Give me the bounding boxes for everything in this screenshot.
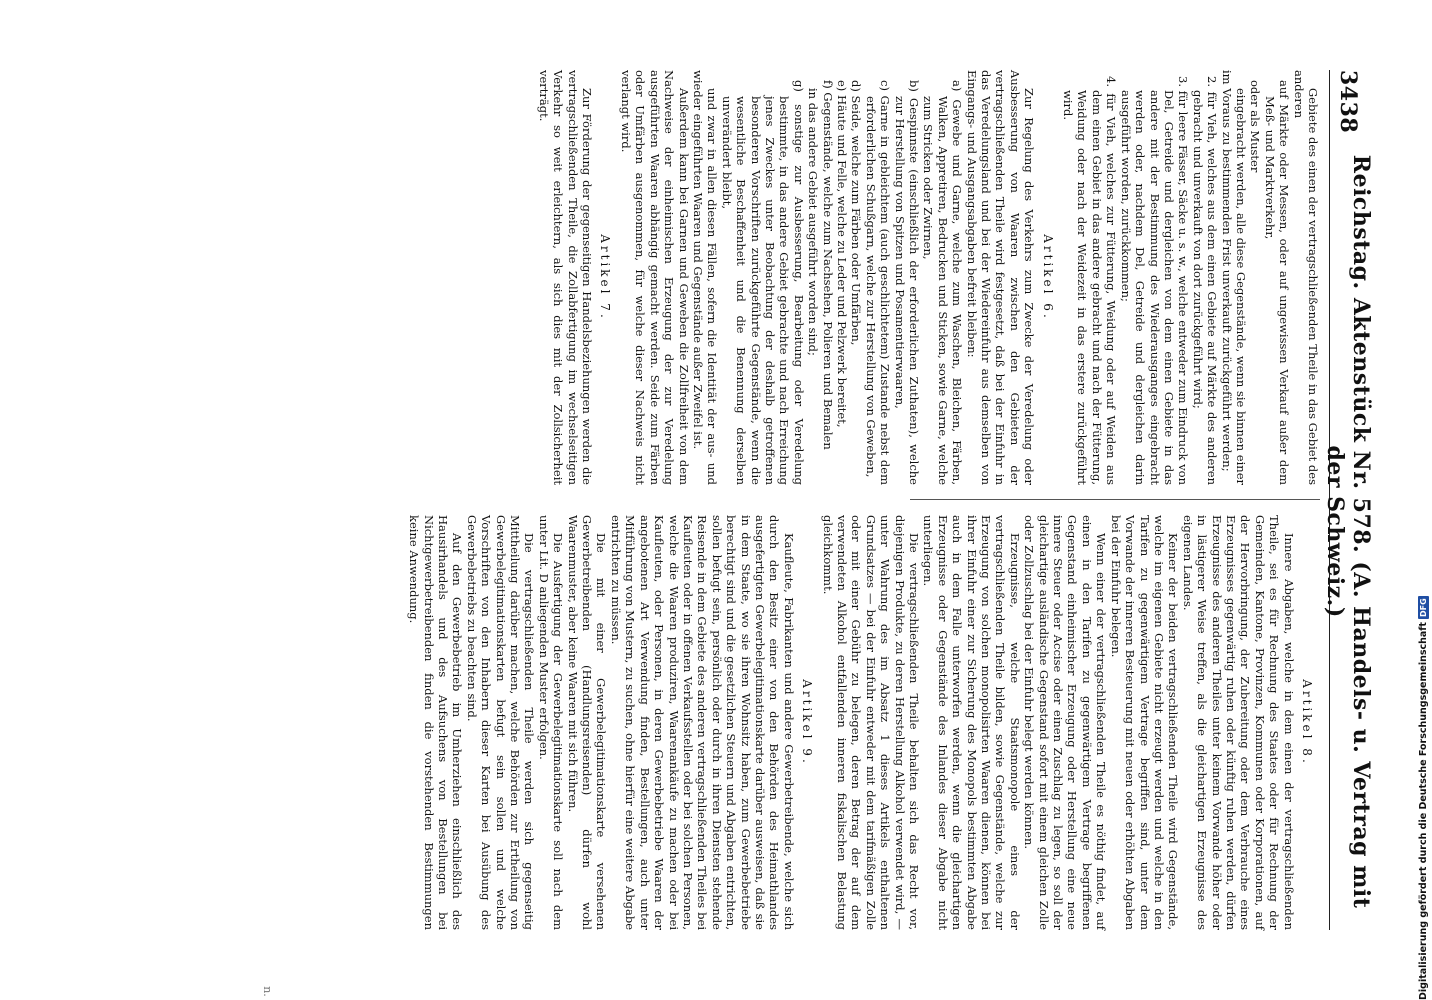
right-paragraph: Kaufleute, Fabrikanten und andere Gewerbetreibende, welche sich durch den Besitz einer von den Behörden des Heimathlandes ausgefertigten Gewerbelegitimationskarte darüber ausweisen, daß sie in dem Staate, wo sie ihren Wohnsitz haben, zum Gewerbebetriebe berechtigt sind und die gesetzlichen Steuern und Abgaben entrichten, sollen befugt sein, persönlich oder durch in ihren Diensten stehende Reisende in dem Gebiete des anderen vertragschließenden Theiles bei Kaufleuten oder in offenen Verkaufsstellen oder bei solchen Personen, welche die Waaren produziren, Waarenankäufe zu machen oder bei Kaufleuten, oder Personen, in deren Gewerbebetriebe Waaren der angebotenen Art Verwendung finden, Bestellungen, auch unter Mitführung von Mustern, zu suchen, ohne hierfür eine weitere Abgabe entrichten zu müssen. [608,515,796,930]
left-paragraph: oder als Muster [1248,80,1263,173]
article-heading: Artikel 8. [1300,679,1314,766]
rotated-document-page [66,70,1374,930]
list-item: 2. für Vieh, welches aus dem einen Gebiete auf Märkte des anderen gebracht und unverkauft von dort zurückgeführt wird; [1190,76,1220,485]
dfg-logo: DFG [1419,598,1428,618]
page-mark: n. [260,986,274,997]
article-heading: Artikel 9. [800,679,815,766]
list-item: b) Gespinnste (einschließlich der erforderlichen Zuthaten), welche zur Herstellung von Spitzen und Posamentierwaaren, [892,80,922,485]
page-header [1322,70,1374,930]
list-item: g) sonstige zur Ausbesserung, Bearbeitung oder Veredelung bestimmte, in das andere Gebiet gebrachte und nach Erreichung jenes Zweckes unter Beobachtung der deshalb getroffenen besonderen Vorschriften zurückgeführte Gegenstände, wenn die wesentliche Beschaffenheit und die Benennung derselben unverändert bleibt, [719,80,806,485]
left-paragraph: in das andere Gebiet ausgeführt worden sind; [806,88,821,356]
digitization-credit [1418,596,1429,1000]
list-item: d) Seide, welche zum Färben oder Umfärben, [849,80,864,346]
left-column [536,70,1320,485]
right-paragraph: Auf den Gewerbebetrieb im Umherziehen einschließlich des Hausirhandels und des Aufsuchens von Bestellungen bei Nichtgewerbetreibenden finden die vorstehenden Bestimmungen keine Anwendung. [407,515,465,930]
right-paragraph: Wenn einer der vertragschließenden Theile es nöthig findet, auf einen in den Tarifen zu gegenwärtigem Vertrage begriffenen Gegenstand einheimischer Erzeugung oder Herstellung eine neue innere Steuer oder Accise oder einen Zuschlag zu legen, so soll der gleichartige ausländische Gegenstand sofort mit einem gleichen Zolle oder Zollzuschlag bei der Einfuhr belegt werden können. [1022,515,1109,930]
article-heading: Artikel 6. [1040,234,1055,321]
left-paragraph: auf Märkte oder Messen, oder auf ungewissen Verkauf außer dem Meß- und Marktverkehr, [1262,80,1292,485]
list-item: c) Garne in gebleichtem (auch geschlichtetem) Zustande nebst dem erforderlichen Schußgarn, welche zur Herstellung von Geweben, [863,80,893,485]
list-item: 3. für leere Fässer, Säcke u. s. w., welche entweder zum Eindruck von Del, Getreide und dergleichen von dem einen Gebiete in das andere mit der Bestimmung des Wiederausganges eingebracht werden oder, nachdem Del, Getreide und dergleichen darin ausgeführt worden, zurückkommen; [1118,76,1191,485]
right-column [407,515,1320,930]
article-heading: Artikel 7. [598,234,613,321]
right-paragraph: Die vertragschließenden Theile behalten sich das Recht vor, diejenigen Produkte, zu deren Herstellung Alkohol verwendet wird, — unter Wahrung des im Absatz 1 dieses Artikels enthaltenen Grundsatzes — bei der Einfuhr entweder mit dem tarifmäßigen Zolle oder mit einer Gebühr zu belegen, deren Betrag der auf dem verwendeten Alkohol entfallenden inneren fiskalischen Belastung gleichkommt. [820,515,922,930]
list-item: f) Gegenstände, welche zum Nachsehen, Polieren und Bemalen [820,80,835,450]
article-intro: Zur Regelung des Verkehrs zum Zwecke der Veredelung oder Ausbesserung von Waaren zwischen den Gebieten der vertragschließenden Theile wird festgesetzt, daß bei der Einfuhr in das Veredelungsland und bei der Wiedereinfuhr aus demselben von Eingangs- und Ausgangsabgaben befreit bleiben: [964,70,1037,485]
right-paragraph: Die vertragschließenden Theile werden sich gegenseitig Mittheilung darüber machen, welche Behörden zur Ertheilung von Gewerbelegitimationskarten befugt sein sollen und welche Vorschriften von den Inhabern dieser Karten bei Ausübung des Gewerbebetriebs zu beachten sind. [464,515,537,930]
list-item: 4. für Vieh, welches zur Fütterung, Weidung oder auf Weiden aus dem einen Gebiet in das andere gebracht und nach der Fütterung, Weidung oder nach der Weidezeit in das erstere zurückgeführt wird. [1061,76,1119,485]
right-paragraph: Keiner der beiden vertragschließenden Theile wird Gegenstände, welche im eigenen Gebiete nicht erzeugt werden und welche in den Tarifen zu gegenwärtigem Vertrage begriffen sind, unter dem Vorwande der inneren Besteuerung mit neuen oder erhöhten Abgaben bei der Einfuhr belegen. [1108,515,1181,930]
column-divider [910,499,1320,500]
list-item: e) Häute und Felle, welche zu Leder und Pelzwerk bereitet, [835,80,849,428]
right-paragraph: Innere Abgaben, welche in dem einen der vertragschließenden Theile, sei es für Rechnung des Staates oder für Rechnung der Gemeinden, Kantone, Provinzen, Kommunen oder Korporationen, auf der Hervorbringung, der Zubereitung oder dem Verbrauche eines Erzeugnisses gegenwärtig ruhen oder künftig ruhen werden, dürfen Erzeugnisse des anderen Theiles unter keinem Vorwande höher oder in lästigerer Weise treffen, als die gleichartigen Erzeugnisse des eigenen Landes. [1180,515,1296,930]
left-paragraph: Zur Förderung der gegenseitigen Handelsbeziehungen werden die vertragschließenden Theile, die Zollabfertigung im wechselseitigen Verkehr so weit erleichtern, als sich dies mit der Zollsicherheit verträgt. [536,70,595,485]
right-paragraph: Die mit einer Gewerbelegitimationskarte versehenen Gewerbetreibenden (Handlungsreisenden) dürfen wohl Waarenmuster, aber keine Waaren mit sich führen. [565,515,609,930]
left-paragraph: und zwar in allen diesen Fällen, sofern die Identität der aus- und wieder eingeführten Waaren und Gegenstände außer Zweifel ist. [690,70,720,485]
right-paragraph: Die Ausfertigung der Gewerbelegitimationskarte soll nach dem unter Lit. D anliegenden Muster erfolgen. [536,515,566,930]
left-paragraph: eingebracht werden, alle diese Gegenstände, wenn sie binnen einer im Voraus zu bestimmenden Frist unverkauft zurückgeführt werden; [1219,70,1248,485]
left-paragraph: Außerdem kann bei Garnen und Geweben die Zollfreiheit von dem Nachweise der einheimischen Erzeugung der zur Veredelung ausgeführten Waaren abhängig gemacht werden. Seide zum Färben oder Umfärben ausgenommen, für welche dieser Nachweis nicht verlangt wird. [618,70,691,485]
page-title: Reichstag. Aktenstück Nr. 578. (A. Handels- u. Vertrag mit der Schweiz.) [1322,154,1374,909]
list-item: a) Gewebe und Garne, welche zum Waschen, Bleichen, Färben, Walken, Appretiren, Bedrucken und Sticken, sowie Garne, welche zum Stricken oder Zwirnen, [921,80,965,485]
right-paragraph: Erzeugnisse, welche Staatsmonopole eines der vertragschließenden Theile bilden, sowie Gegenstände, welche zur Erzeugung von solchen monopolisirten Waaren dienen, können bei ihrer Einfuhr einer zur Sicherung des Monopols bestimmten Abgabe auch in dem Falle unterworfen werden, wenn die gleichartigen Erzeugnisse oder Gegenstände des Inlandes dieser Abgabe nicht unterliegen. [921,515,1022,930]
credit-text: Digitalisierung gefördert durch die Deutsche Forschungsgemeinschaft [1418,622,1429,1000]
left-paragraph: Gebiete des einen der vertragschließenden Theile in das Gebiet des anderen [1291,70,1320,485]
page-number: 3438 [1335,70,1361,134]
